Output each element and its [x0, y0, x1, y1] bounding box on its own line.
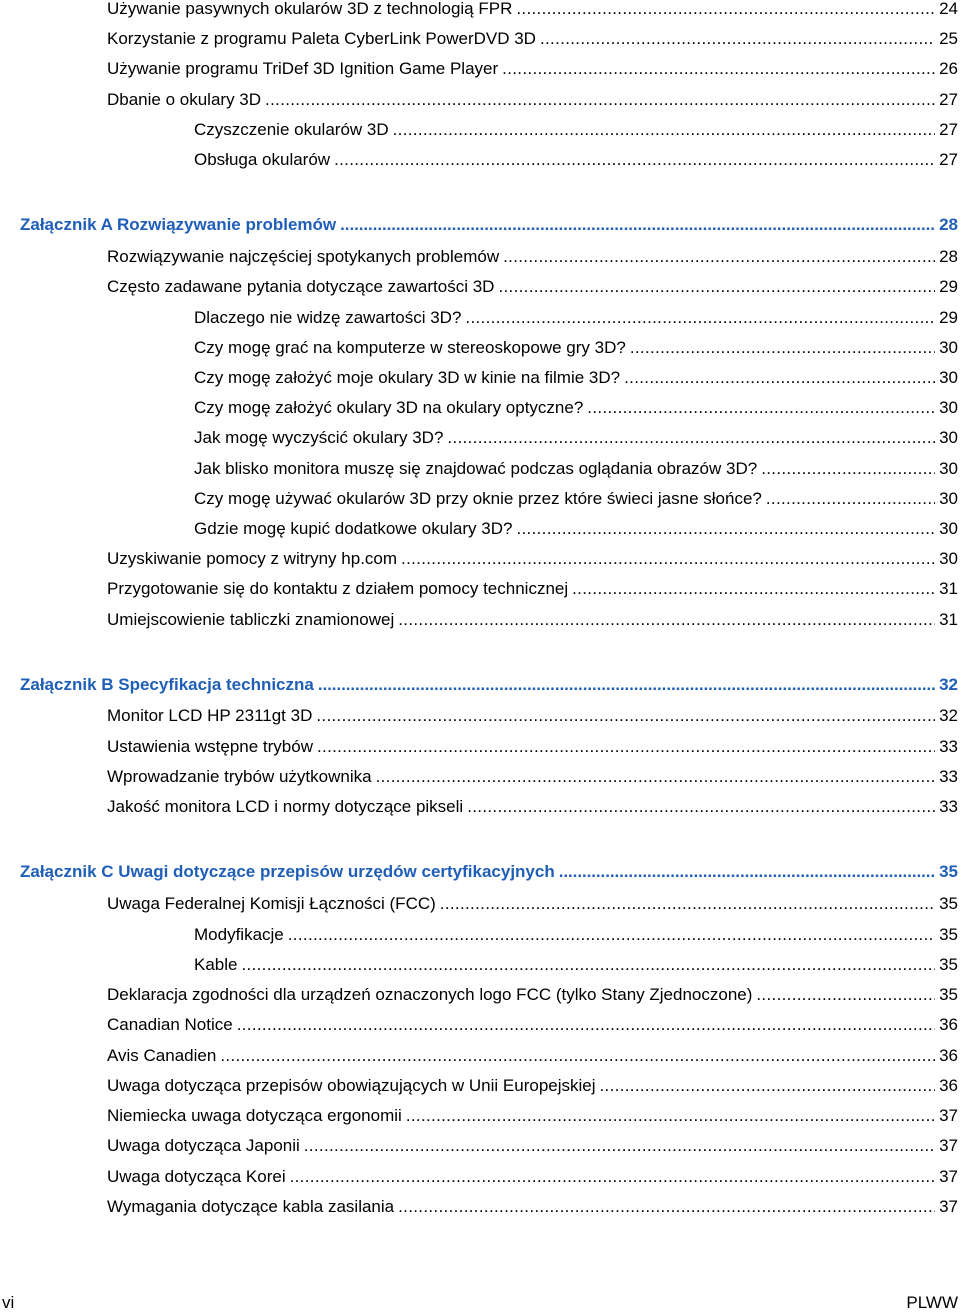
dot-leader: [559, 861, 935, 883]
toc-entry-label: Korzystanie z programu Paleta CyberLink PowerDVD 3D: [107, 29, 536, 48]
toc-entry-label: Ustawienia wstępne trybów: [107, 737, 313, 756]
dot-leader: [440, 893, 935, 915]
dot-leader: [376, 766, 936, 788]
toc-entry[interactable]: [107, 609, 958, 631]
toc-entry-page: 30: [939, 549, 958, 568]
toc-entry-page: 37: [939, 1197, 958, 1216]
toc-entry-label: Gdzie mogę kupić dodatkowe okulary 3D?: [194, 519, 513, 538]
toc-entry-page: 28: [939, 247, 958, 266]
toc-appendix-heading[interactable]: [20, 674, 958, 696]
toc-entry-page: 37: [939, 1106, 958, 1125]
dot-leader: [587, 397, 935, 419]
toc-entry[interactable]: [194, 488, 958, 510]
toc-entry-page: 28: [939, 215, 958, 234]
dot-leader: [756, 984, 935, 1006]
toc-entry[interactable]: [107, 578, 958, 600]
dot-leader: [572, 578, 935, 600]
toc-entry-label: Jakość monitora LCD i normy dotyczące pikseli: [107, 797, 464, 816]
toc-entry-label: Monitor LCD HP 2311gt 3D: [107, 706, 313, 725]
toc-entry-page: 26: [939, 59, 958, 78]
toc-entry-label: Uzyskiwanie pomocy z witryny hp.com: [107, 549, 398, 568]
toc-entry-page: 37: [939, 1167, 958, 1186]
toc-entry[interactable]: [107, 246, 958, 268]
toc-entry[interactable]: [194, 367, 958, 389]
toc-entry-label: Jak mogę wyczyścić okulary 3D?: [194, 428, 444, 447]
toc-entry[interactable]: [107, 89, 958, 111]
dot-leader: [498, 276, 935, 298]
toc-entry-label: Uwaga Federalnej Komisji Łączności (FCC): [107, 894, 436, 913]
toc-entry-label: Modyfikacje: [194, 925, 284, 944]
toc-entry-label: Używanie pasywnych okularów 3D z technologią FPR: [107, 0, 513, 18]
toc-entry-label: Wymagania dotyczące kabla zasilania: [107, 1197, 395, 1216]
toc-entry-page: 30: [939, 338, 958, 357]
toc-entry-page: 33: [939, 797, 958, 816]
dot-leader: [516, 518, 935, 540]
dot-leader: [447, 427, 935, 449]
toc-entry-label: Przygotowanie się do kontaktu z działem pomocy technicznej: [107, 579, 569, 598]
dot-leader: [398, 609, 935, 631]
toc-entry[interactable]: [107, 58, 958, 80]
toc-entry[interactable]: [107, 28, 958, 50]
dot-leader: [516, 0, 935, 20]
toc-entry-label: Dlaczego nie widzę zawartości 3D?: [194, 308, 462, 327]
footer-page-number: vi: [2, 1293, 15, 1312]
toc-entry-label: Załącznik C Uwagi dotyczące przepisów urzędów certyfikacyjnych: [20, 862, 555, 881]
dot-leader: [465, 307, 935, 329]
toc-entry-page: 30: [939, 368, 958, 387]
toc-entry[interactable]: [107, 984, 958, 1006]
dot-leader: [317, 736, 935, 758]
toc-entry-page: 30: [939, 428, 958, 447]
dot-leader: [467, 796, 935, 818]
toc-entry[interactable]: [194, 307, 958, 329]
dot-leader: [241, 954, 935, 976]
dot-leader: [406, 1105, 935, 1127]
toc-entry-label: Załącznik B Specyfikacja techniczna: [20, 675, 314, 694]
toc-entry[interactable]: [107, 705, 958, 727]
toc-appendix-heading[interactable]: [20, 861, 958, 883]
toc-entry-label: Używanie programu TriDef 3D Ignition Game Player: [107, 59, 499, 78]
toc-entry-page: 30: [939, 398, 958, 417]
toc-entry[interactable]: [194, 924, 958, 946]
dot-leader: [316, 705, 935, 727]
toc-entry-page: 35: [939, 985, 958, 1004]
toc-entry-page: 36: [939, 1076, 958, 1095]
toc-entry-label: Czyszczenie okularów 3D: [194, 120, 389, 139]
toc-entry-page: 30: [939, 459, 958, 478]
dot-leader: [401, 548, 935, 570]
dot-leader: [624, 367, 935, 389]
toc-entry-page: 36: [939, 1015, 958, 1034]
toc-entry-label: Obsługa okularów: [194, 150, 331, 169]
toc-entry[interactable]: [107, 0, 958, 20]
toc-entry-page: 30: [939, 489, 958, 508]
toc-entry-page: 35: [939, 955, 958, 974]
toc-entry-page: 32: [939, 706, 958, 725]
toc-entry[interactable]: [107, 766, 958, 788]
toc-entry[interactable]: [194, 149, 958, 171]
toc-entry-page: 37: [939, 1136, 958, 1155]
toc-entry-label: Avis Canadien: [107, 1046, 217, 1065]
toc-entry[interactable]: [107, 796, 958, 818]
toc-entry-label: Czy mogę używać okularów 3D przy oknie przez które świeci jasne słońce?: [194, 489, 762, 508]
toc-entry[interactable]: [107, 1135, 958, 1157]
toc-entry-label: Deklaracja zgodności dla urządzeń oznaczonych logo FCC (tylko Stany Zjednoczone): [107, 985, 753, 1004]
dot-leader: [290, 1166, 935, 1188]
dot-leader: [630, 337, 935, 359]
dot-leader: [398, 1196, 935, 1218]
toc-entry[interactable]: [107, 548, 958, 570]
toc-entry-page: 35: [939, 925, 958, 944]
footer-locale-code: PLWW: [906, 1293, 958, 1312]
toc-entry-label: Często zadawane pytania dotyczące zawartości 3D: [107, 277, 495, 296]
dot-leader: [393, 119, 935, 141]
dot-leader: [334, 149, 935, 171]
toc-entry-label: Uwaga dotycząca przepisów obowiązujących w Unii Europejskiej: [107, 1076, 596, 1095]
toc-entry-page: 35: [939, 894, 958, 913]
toc-entry-label: Czy mogę grać na komputerze w stereoskopowe gry 3D?: [194, 338, 626, 357]
toc-entry[interactable]: [194, 119, 958, 141]
dot-leader: [265, 89, 935, 111]
toc-entry-page: 32: [939, 675, 958, 694]
dot-leader: [340, 214, 935, 236]
toc-entry-page: 36: [939, 1046, 958, 1065]
dot-leader: [766, 488, 935, 510]
toc-entry[interactable]: [194, 518, 958, 540]
toc-entry-page: 33: [939, 767, 958, 786]
toc-appendix-heading[interactable]: [20, 214, 958, 236]
toc-entry-label: Uwaga dotycząca Japonii: [107, 1136, 300, 1155]
toc-entry-label: Kable: [194, 955, 238, 974]
toc-entry-page: 27: [939, 120, 958, 139]
toc-entry[interactable]: [107, 1166, 958, 1188]
toc-entry[interactable]: [194, 397, 958, 419]
dot-leader: [600, 1075, 936, 1097]
dot-leader: [288, 924, 935, 946]
toc-entry-page: 35: [939, 862, 958, 881]
toc-entry[interactable]: [107, 893, 958, 915]
dot-leader: [220, 1045, 935, 1067]
toc-entry-label: Wprowadzanie trybów użytkownika: [107, 767, 372, 786]
toc-entry-label: Jak blisko monitora muszę się znajdować podczas oglądania obrazów 3D?: [194, 459, 758, 478]
toc-entry-label: Dbanie o okulary 3D: [107, 90, 262, 109]
toc-entry-page: 29: [939, 308, 958, 327]
toc-entry-page: 29: [939, 277, 958, 296]
toc-entry[interactable]: [107, 276, 958, 298]
toc-entry-page: 31: [939, 610, 958, 629]
toc-entry-page: 31: [939, 579, 958, 598]
toc-entry-page: 25: [939, 29, 958, 48]
dot-leader: [503, 246, 935, 268]
toc-entry-label: Czy mogę założyć okulary 3D na okulary optyczne?: [194, 398, 584, 417]
toc-entry-label: Rozwiązywanie najczęściej spotykanych problemów: [107, 247, 500, 266]
toc-entry-label: Umiejscowienie tabliczki znamionowej: [107, 610, 395, 629]
toc-entry[interactable]: [107, 1105, 958, 1127]
toc-entry[interactable]: [194, 954, 958, 976]
toc-entry-page: 30: [939, 519, 958, 538]
toc-entry-page: 27: [939, 90, 958, 109]
toc-entry[interactable]: [107, 1196, 958, 1218]
dot-leader: [502, 58, 935, 80]
toc-entry[interactable]: [107, 1075, 958, 1097]
toc-entry-label: Czy mogę założyć moje okulary 3D w kinie na filmie 3D?: [194, 368, 621, 387]
dot-leader: [237, 1014, 935, 1036]
dot-leader: [304, 1135, 935, 1157]
dot-leader: [540, 28, 935, 50]
toc-entry[interactable]: [107, 1014, 958, 1036]
toc-entry-label: Uwaga dotycząca Korei: [107, 1167, 286, 1186]
toc-entry[interactable]: [107, 736, 958, 758]
toc-entry[interactable]: [194, 337, 958, 359]
toc-entry-page: 27: [939, 150, 958, 169]
toc-entry-label: Niemiecka uwaga dotycząca ergonomii: [107, 1106, 402, 1125]
toc-entry[interactable]: [194, 427, 958, 449]
toc-entry-page: 33: [939, 737, 958, 756]
toc-entry[interactable]: [194, 458, 958, 480]
toc-entry[interactable]: [107, 1045, 958, 1067]
dot-leader: [318, 674, 935, 696]
toc-entry-label: Załącznik A Rozwiązywanie problemów: [20, 215, 337, 234]
toc-entry-label: Canadian Notice: [107, 1015, 233, 1034]
toc-entry-page: 24: [939, 0, 958, 18]
dot-leader: [761, 458, 935, 480]
